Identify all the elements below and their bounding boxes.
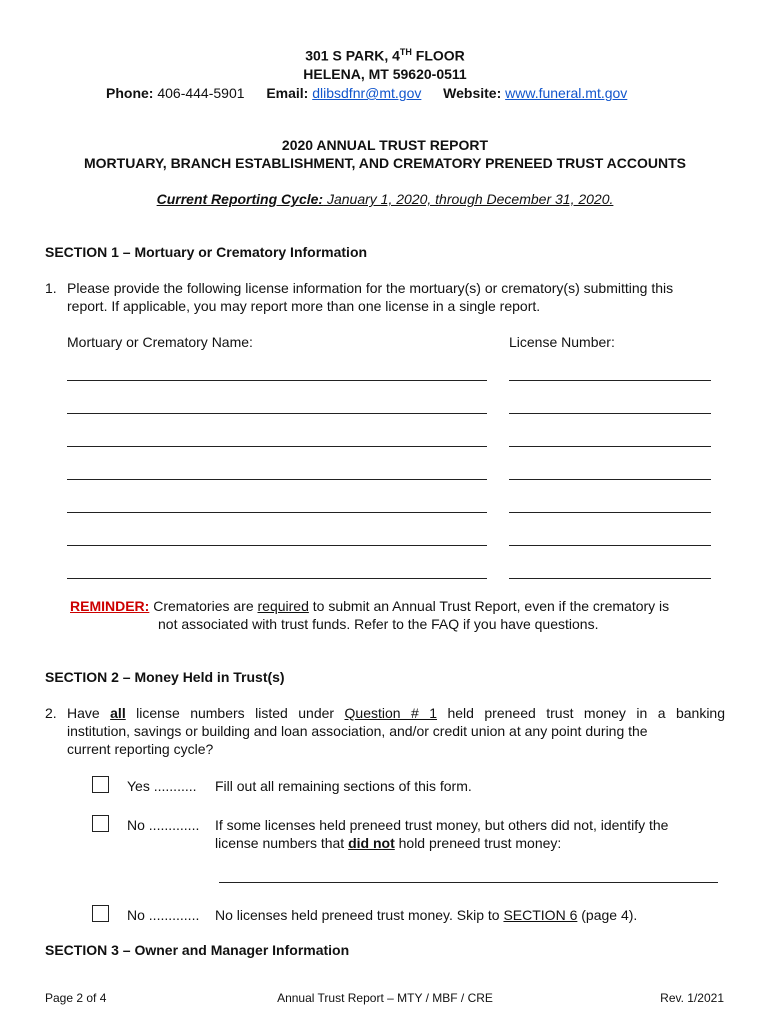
- name-field-7[interactable]: [67, 578, 487, 579]
- no-none-checkbox[interactable]: [92, 905, 109, 922]
- address-line-2: HELENA, MT 59620-0511: [303, 66, 467, 82]
- question-1-number: 1.: [45, 280, 57, 296]
- license-field-2[interactable]: [509, 413, 711, 414]
- question-2-line-1: Have all license numbers listed under Question # 1 held preneed trust money in a banking: [67, 705, 726, 721]
- name-field-1[interactable]: [67, 380, 487, 381]
- license-field-1[interactable]: [509, 380, 711, 381]
- name-field-5[interactable]: [67, 512, 487, 513]
- license-field-4[interactable]: [509, 479, 711, 480]
- no-none-description: No licenses held preneed trust money. Skip to SECTION 6 (page 4).: [215, 907, 638, 923]
- contact-line: [106, 85, 627, 101]
- section-1-heading: SECTION 1 – Mortuary or Crematory Information: [45, 244, 368, 260]
- name-field-3[interactable]: [67, 446, 487, 447]
- column-license-label: License Number:: [509, 334, 615, 350]
- address-line-1: 301 S PARK, 4TH FLOOR: [305, 47, 465, 64]
- footer-title: Annual Trust Report – MTY / MBF / CRE: [277, 991, 493, 1005]
- website-link[interactable]: www.funeral.mt.gov: [505, 85, 628, 101]
- name-field-6[interactable]: [67, 545, 487, 546]
- footer-revision: Rev. 1/2021: [660, 991, 724, 1005]
- column-name-label: Mortuary or Crematory Name:: [67, 334, 253, 350]
- reminder-label: REMINDER:: [70, 598, 150, 614]
- yes-checkbox[interactable]: [92, 776, 109, 793]
- question-1-line-2: report. If applicable, you may report more than one license in a single report.: [67, 298, 541, 314]
- no-some-description-1: If some licenses held preneed trust money, but others did not, identify the: [215, 817, 669, 833]
- footer-page-number: Page 2 of 4: [45, 991, 107, 1005]
- license-field-7[interactable]: [509, 578, 711, 579]
- no-some-checkbox[interactable]: [92, 815, 109, 832]
- license-field-5[interactable]: [509, 512, 711, 513]
- no-some-label: No .............: [127, 817, 200, 833]
- email-label: Email:: [266, 85, 309, 101]
- reminder-line-1: REMINDER: Crematories are required to submit an Annual Trust Report, even if the crematory is: [70, 598, 670, 614]
- yes-description: Fill out all remaining sections of this form.: [215, 778, 472, 794]
- email-link[interactable]: dlibsdfnr@mt.gov: [312, 85, 422, 101]
- name-field-2[interactable]: [67, 413, 487, 414]
- section-3-heading: SECTION 3 – Owner and Manager Information: [45, 942, 350, 958]
- phone-value: 406-444-5901: [157, 85, 245, 101]
- yes-label: Yes ...........: [127, 778, 197, 794]
- report-title: 2020 ANNUAL TRUST REPORT: [281, 137, 489, 153]
- question-2-line-3: current reporting cycle?: [67, 741, 214, 757]
- no-some-description-2: license numbers that did not hold preneed trust money:: [215, 835, 562, 851]
- reminder-line-2: not associated with trust funds. Refer to the FAQ if you have questions.: [158, 616, 599, 632]
- no-none-label: No .............: [127, 907, 200, 923]
- name-field-4[interactable]: [67, 479, 487, 480]
- question-1-line-1: Please provide the following license information for the mortuary(s) or crematory(s) submitting this: [67, 280, 674, 296]
- website-label: Website:: [443, 85, 502, 101]
- section-2-heading: SECTION 2 – Money Held in Trust(s): [45, 669, 285, 685]
- question-2-number: 2.: [45, 705, 57, 721]
- reporting-cycle: Current Reporting Cycle: January 1, 2020, through December 31, 2020.: [156, 191, 614, 207]
- license-field-6[interactable]: [509, 545, 711, 546]
- phone-label: Phone:: [106, 85, 154, 101]
- question-2-line-2: institution, savings or building and loan association, and/or credit union at any point during the: [67, 723, 648, 739]
- report-subtitle: MORTUARY, BRANCH ESTABLISHMENT, AND CREMATORY PRENEED TRUST ACCOUNTS: [83, 155, 686, 171]
- no-some-license-field[interactable]: [219, 882, 718, 883]
- license-field-3[interactable]: [509, 446, 711, 447]
